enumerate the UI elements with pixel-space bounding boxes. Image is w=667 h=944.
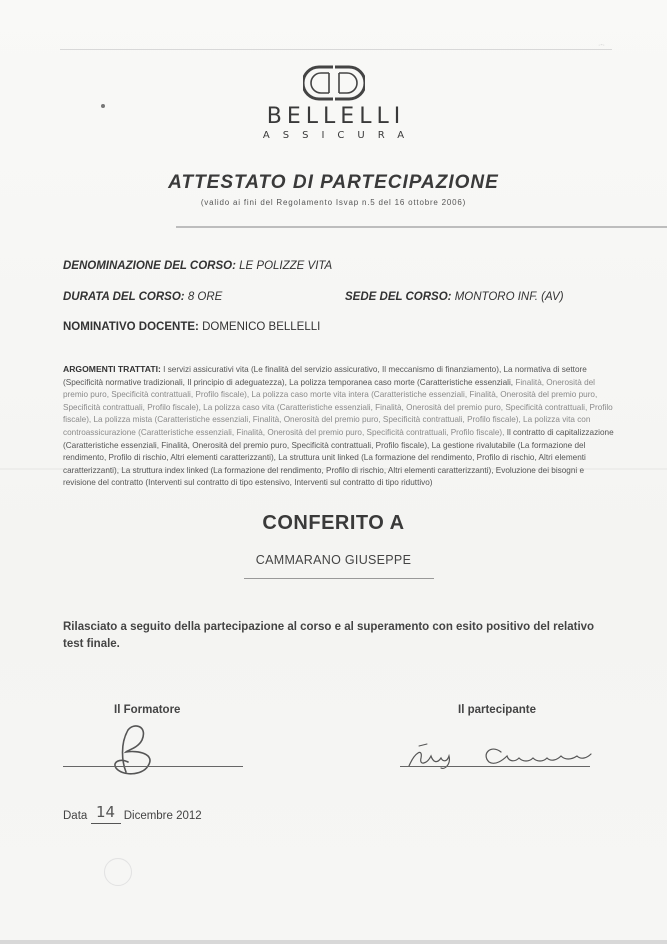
- participant-label: Il partecipante: [458, 704, 536, 716]
- brand-sub: ASSICURA: [262, 130, 418, 141]
- title-rule: [176, 226, 667, 228]
- topics-text-2: Il contratto di capitalizzazione (Caratteristiche essenziali, Finalità, Onerosità del premio puro, Specificità contrattuali, Profilo fiscale), La gestione rivalutabile (La formazione del rendimento, Profilo di rischio, Altri elementi caratterizzanti), La struttura unit linked (La formazione del rendimento, Profilo di rischio, Altri elementi caratterizzanti), La struttura index linked (La formazione del rendimento, Profilo di rischio, Altri elementi caratterizzanti), Evoluzione dei bisogni e revisione del contratto (Interventi sul contratto di tipo estensivo, Interventi sul contratto di tipo riduttivo): [63, 427, 614, 488]
- brand-name: BELLELLI: [266, 104, 406, 129]
- course-duration-row: [63, 291, 222, 303]
- course-venue-row: [345, 291, 564, 303]
- faint-stamp: [104, 858, 132, 886]
- certificate-subtitle: (valido ai fini del Regolamento Isvap n.5 del 16 ottobre 2006): [200, 198, 467, 207]
- date-day: 14: [95, 803, 116, 821]
- certificate-title: ATTESTATO DI PARTECIPAZIONE: [168, 172, 499, 193]
- recipient-rule: [244, 578, 434, 579]
- topics-text-faded: Finalità, Onerosità del premio puro, Specificità contrattuali, Profilo fiscale), La polizza caso morte vita intera (Caratteristiche essenziali, Finalità, Onerosità del premio puro, Specificità contrattuali, Profilo fiscale), La polizza caso vita (Caratteristiche essenziali, Finalità, Onerosità del premio puro, Specificità contrattuali, Profilo fiscale), La polizza mista (Caratteristiche essenziali, Finalità, Onerosità del premio puro, Specificità contrattuali, Profilo fiscale), La polizza vita con controassicurazione (Caratteristiche essenziali, Finalità, Onerosità del premio puro, Specificità contrattuali, Profilo fiscale),: [63, 377, 613, 437]
- corner-mark: ·-·: [598, 42, 605, 49]
- participant-signature-line: [400, 766, 590, 767]
- company-logo: [0, 64, 667, 141]
- course-duration-value: 8 ORE: [187, 291, 223, 303]
- recipient-name: CAMMARANO GIUSEPPE: [255, 553, 412, 567]
- award-heading: CONFERITO A: [262, 512, 405, 534]
- course-venue-label: SEDE DEL CORSO:: [345, 291, 452, 303]
- teacher-value: DOMENICO BELLELLI: [202, 321, 321, 333]
- bellelli-monogram-icon: [303, 64, 365, 102]
- course-venue-value: MONTORO INF. (AV): [454, 291, 564, 303]
- trainer-label: Il Formatore: [114, 704, 181, 716]
- page-bottom-edge: [0, 940, 667, 944]
- course-name-value: LE POLIZZE VITA: [239, 260, 333, 272]
- teacher-label: NOMINATIVO DOCENTE:: [63, 321, 199, 333]
- topics-text-1: I servizi assicurativi vita (Le finalità del servizio assicurativo, Il meccanismo di finanziamento), La normativa di settore (Specificità normative tradizionali, Il principio di adeguatezza), La polizza temporanea caso morte (Caratteristiche essenziali,: [63, 365, 587, 387]
- trainer-signature-line: [63, 766, 243, 767]
- course-duration-label: DURATA DEL CORSO:: [63, 291, 185, 303]
- participant-signature: [405, 742, 595, 772]
- course-name-label: DENOMINAZIONE DEL CORSO:: [63, 260, 236, 272]
- date-label: Data: [63, 810, 88, 822]
- issued-statement: Rilasciato a seguito della partecipazione al corso e al superamento con esito positivo del relativo test finale.: [63, 621, 595, 650]
- trainer-signature: [108, 722, 168, 778]
- issue-date: [63, 805, 202, 824]
- topics-paragraph: [63, 363, 619, 490]
- topics-label: ARGOMENTI TRATTATI:: [63, 364, 161, 374]
- teacher-row: [63, 321, 320, 333]
- top-rule: [60, 49, 612, 50]
- course-name-row: [63, 260, 332, 272]
- date-month-year: Dicembre 2012: [123, 810, 202, 822]
